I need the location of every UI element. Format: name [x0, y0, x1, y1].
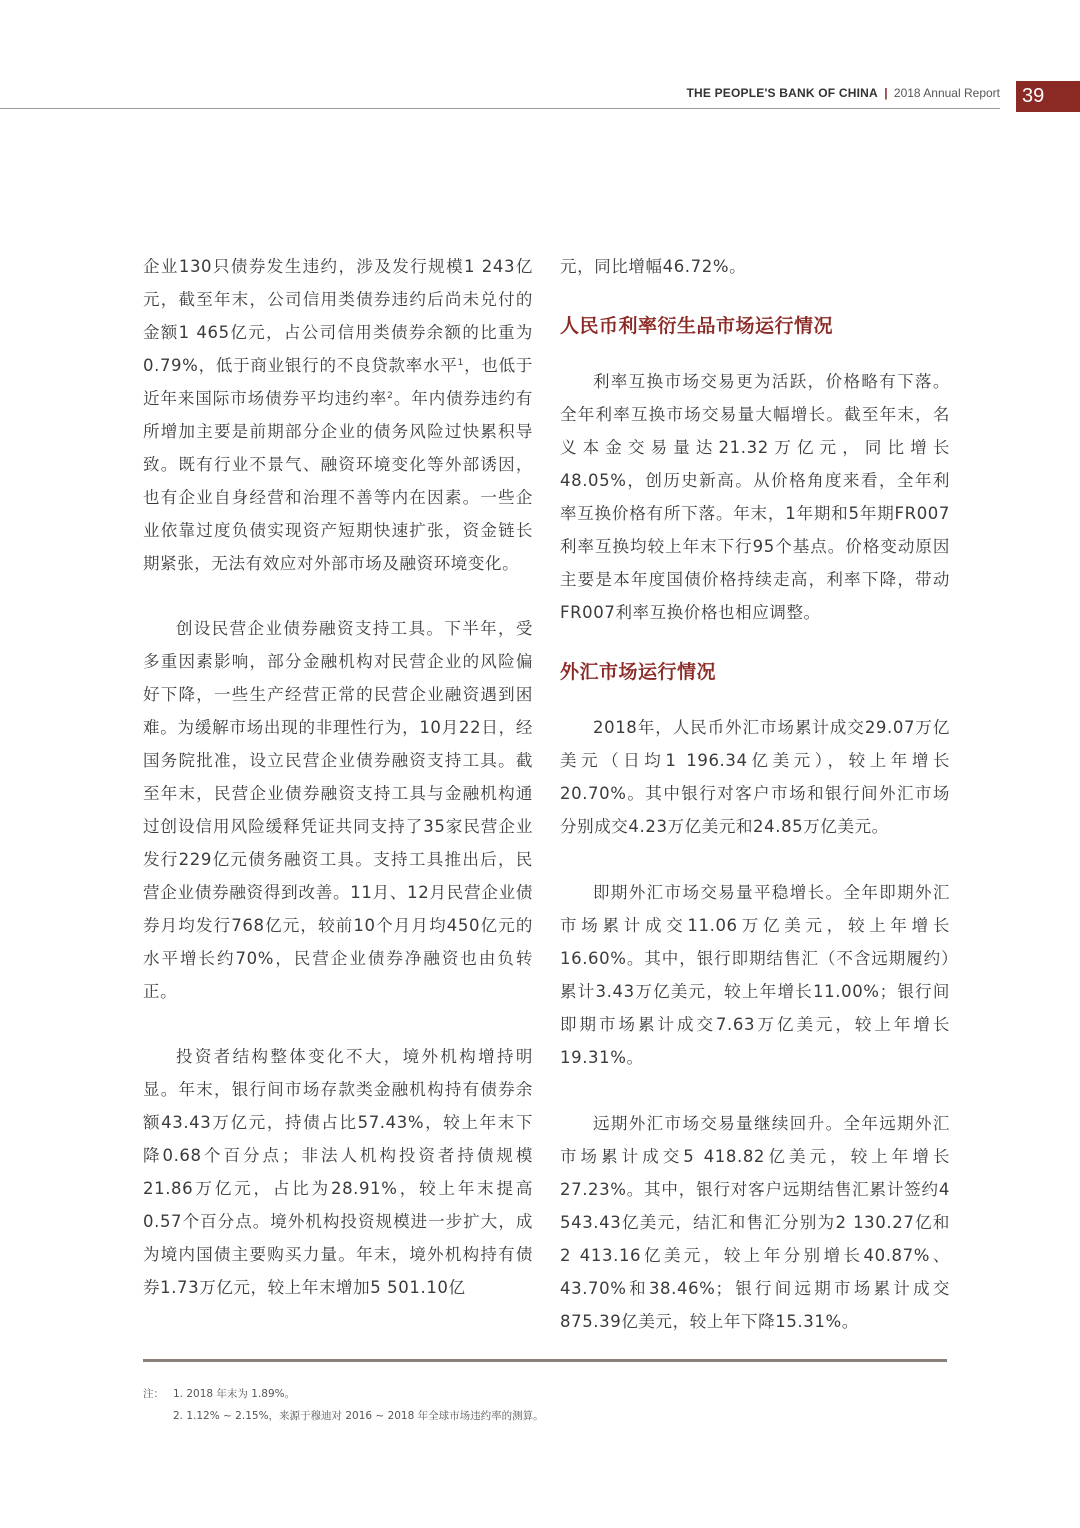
header-org: THE PEOPLE'S BANK OF CHINA [686, 86, 878, 100]
section-heading-rate-derivatives: 人民币利率衍生品市场运行情况 [560, 315, 834, 337]
left-para-1-end: 。年内债券违约有所增加主要是前期部分企业的债务风险过快累积导致。既有行业不景气、融资环境变化等外部诱因，也有企业自身经营和治理不善等内在因素。一些企业依靠过度负债实现资产短期快速扩张，资金链长期紧张，无法有效应对外部市场及融资环境变化。 [143, 389, 533, 573]
footnote-1 [143, 1383, 544, 1405]
right-para-3: 即期外汇市场交易量平稳增长。全年即期外汇市场累计成交11.06万亿美元，较上年增长16.60%。其中，银行即期结售汇（不含远期履约）累计3.43万亿美元，较上年增长11.00%；银行间即期市场累计成交7.63万亿美元，较上年增长19.31%。 [560, 883, 950, 1067]
left-para-3: 投资者结构整体变化不大，境外机构增持明显。年末，银行间市场存款类金融机构持有债券余额43.43万亿元，持债占比57.43%，较上年末下降0.68个百分点；非法人机构投资者持债规模21.86万亿元，占比为28.91%，较上年末提高0.57个百分点。境外机构投资规模进一步扩大，成为境内国债主要购买力量。年末，境外机构持有债券1.73万亿元，较上年末增加5 501.10亿 [143, 1047, 533, 1297]
left-para-1-text: 企业130只债券发生违约，涉及发行规模1 243亿元，截至年末，公司信用类债券违约后尚未兑付的金额1 465亿元，占公司信用类债券余额的比重为0.79%，低于商业银行的不良贷款率水平 [143, 257, 533, 375]
left-para-1-mid: ，也低于近年来国际市场债券平均违约率 [143, 356, 533, 408]
footnote-ref-1: 1 [457, 358, 464, 368]
page-number: 39 [1016, 81, 1080, 112]
header-separator: | [884, 86, 888, 100]
running-header [686, 86, 1000, 100]
left-para-2: 创设民营企业债券融资支持工具。下半年，受多重因素影响，部分金融机构对民营企业的风险偏好下降，一些生产经营正常的民营企业融资遇到困难。为缓解市场出现的非理性行为，10月22日，经国务院批准，设立民营企业债券融资支持工具。截至年末，民营企业债券融资支持工具与金融机构通过创设信用风险缓释凭证共同支持了35家民营企业发行229亿元债务融资工具。支持工具推出后，民营企业债券融资得到改善。11月、12月民营企业债券月均发行768亿元，较前10个月月均450亿元的水平增长约70%，民营企业债券净融资也由负转正。 [143, 619, 533, 1001]
footnote-rule [143, 1359, 947, 1362]
right-para-0: 元，同比增幅46.72%。 [560, 257, 747, 276]
footnotes [143, 1383, 544, 1427]
left-para-1 [143, 250, 533, 580]
section-heading-fx-market: 外汇市场运行情况 [560, 661, 717, 683]
right-para-4: 远期外汇市场交易量继续回升。全年远期外汇市场累计成交5 418.82亿美元，较上年增长27.23%。其中，银行对客户远期结售汇累计签约4 543.43亿美元，结汇和售汇分别为2 130.27亿和2 413.16亿美元，较上年分别增长40.87%、43.70%和38.46%；银行间远期市场累计成交875.39亿美元，较上年下降15.31%。 [560, 1114, 950, 1331]
left-column [143, 250, 533, 1304]
footnote-ref-2: 2 [387, 391, 394, 401]
footnote-1-text: 1. 2018 年末为 1.89%。 [173, 1388, 296, 1400]
right-column [560, 250, 950, 1338]
header-rule [0, 108, 1000, 109]
header-report: 2018 Annual Report [893, 86, 1000, 100]
footnote-2 [143, 1405, 544, 1427]
right-para-1: 利率互换市场交易更为活跃，价格略有下落。全年利率互换市场交易量大幅增长。截至年末，名义本金交易量达21.32万亿元，同比增长48.05%，创历史新高。从价格角度来看，全年利率互换价格有所下落。年末，1年期和5年期FR007利率互换均较上年末下行95个基点。价格变动原因主要是本年度国债价格持续走高，利率下降，带动FR007利率互换价格也相应调整。 [560, 372, 950, 622]
right-para-2: 2018年，人民币外汇市场累计成交29.07万亿美元（日均1 196.34亿美元），较上年增长20.70%。其中银行对客户市场和银行间外汇市场分别成交4.23万亿美元和24.85万亿美元。 [560, 718, 950, 836]
footnote-label: 注： [143, 1388, 164, 1400]
footnote-2-text: 2. 1.12% ~ 2.15%，来源于穆迪对 2016 ~ 2018 年全球市场违约率的测算。 [173, 1410, 544, 1422]
